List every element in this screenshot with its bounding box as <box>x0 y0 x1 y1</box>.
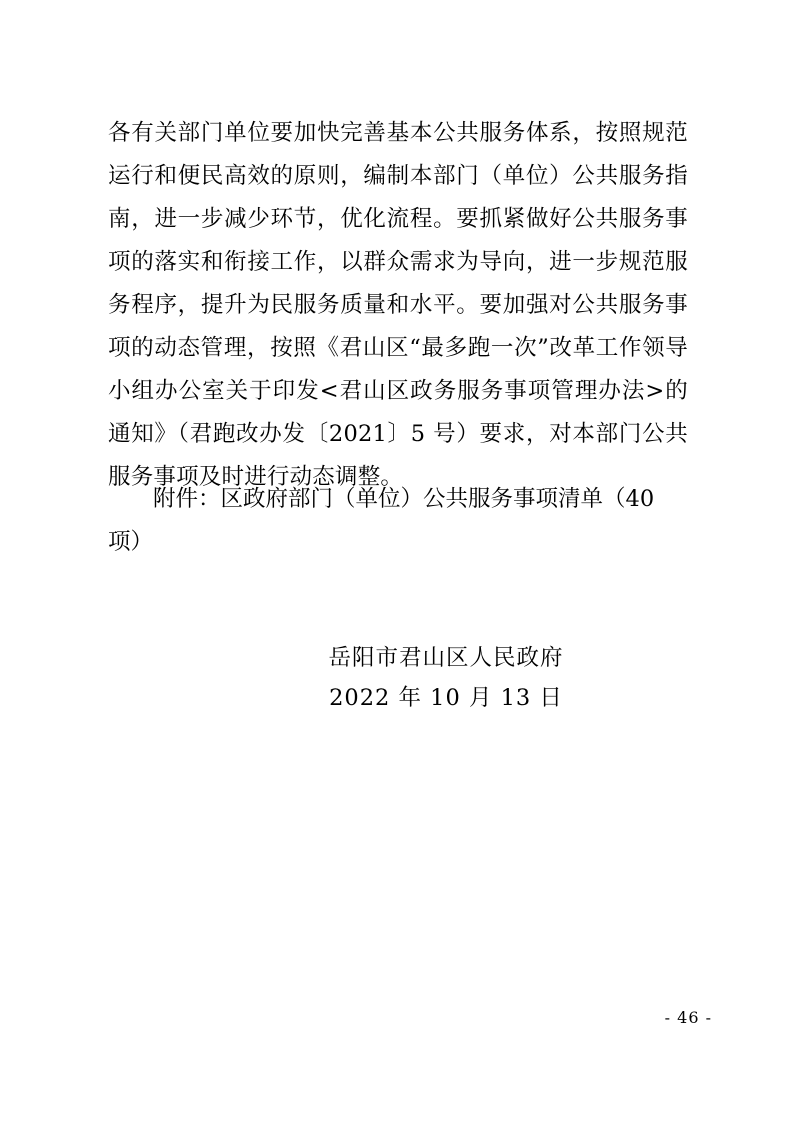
signature-date: 2022 年 10 月 13 日 <box>329 685 563 711</box>
page-number: - 46 - <box>664 1008 712 1027</box>
signature-block <box>108 638 688 718</box>
signature-issuer: 岳阳市君山区人民政府 <box>328 645 564 671</box>
attachment-line: 附件：区政府部门（单位）公共服务事项清单（40 项） <box>108 486 655 555</box>
paragraph-main: 各有关部门单位要加快完善基本公共服务体系，按照规范运行和便民高效的原则，编制本部门（单位）公共服务指南，进一步减少环节，优化流程。要抓紧做好公共服务事项的落实和衔接工作，以群众需求为导向，进一步规范服务程序，提升为民服务质量和水平。要加强对公共服务事项的动态管理，按照《君山区“最多跑一次”改革工作领导小组办公室关于印发<君山区政务服务事项管理办法>的通知》（君跑改办发〔2021〕5 号）要求，对本部门公共服务事项及时进行动态调整。 <box>108 120 688 490</box>
body-text-block <box>108 112 688 499</box>
